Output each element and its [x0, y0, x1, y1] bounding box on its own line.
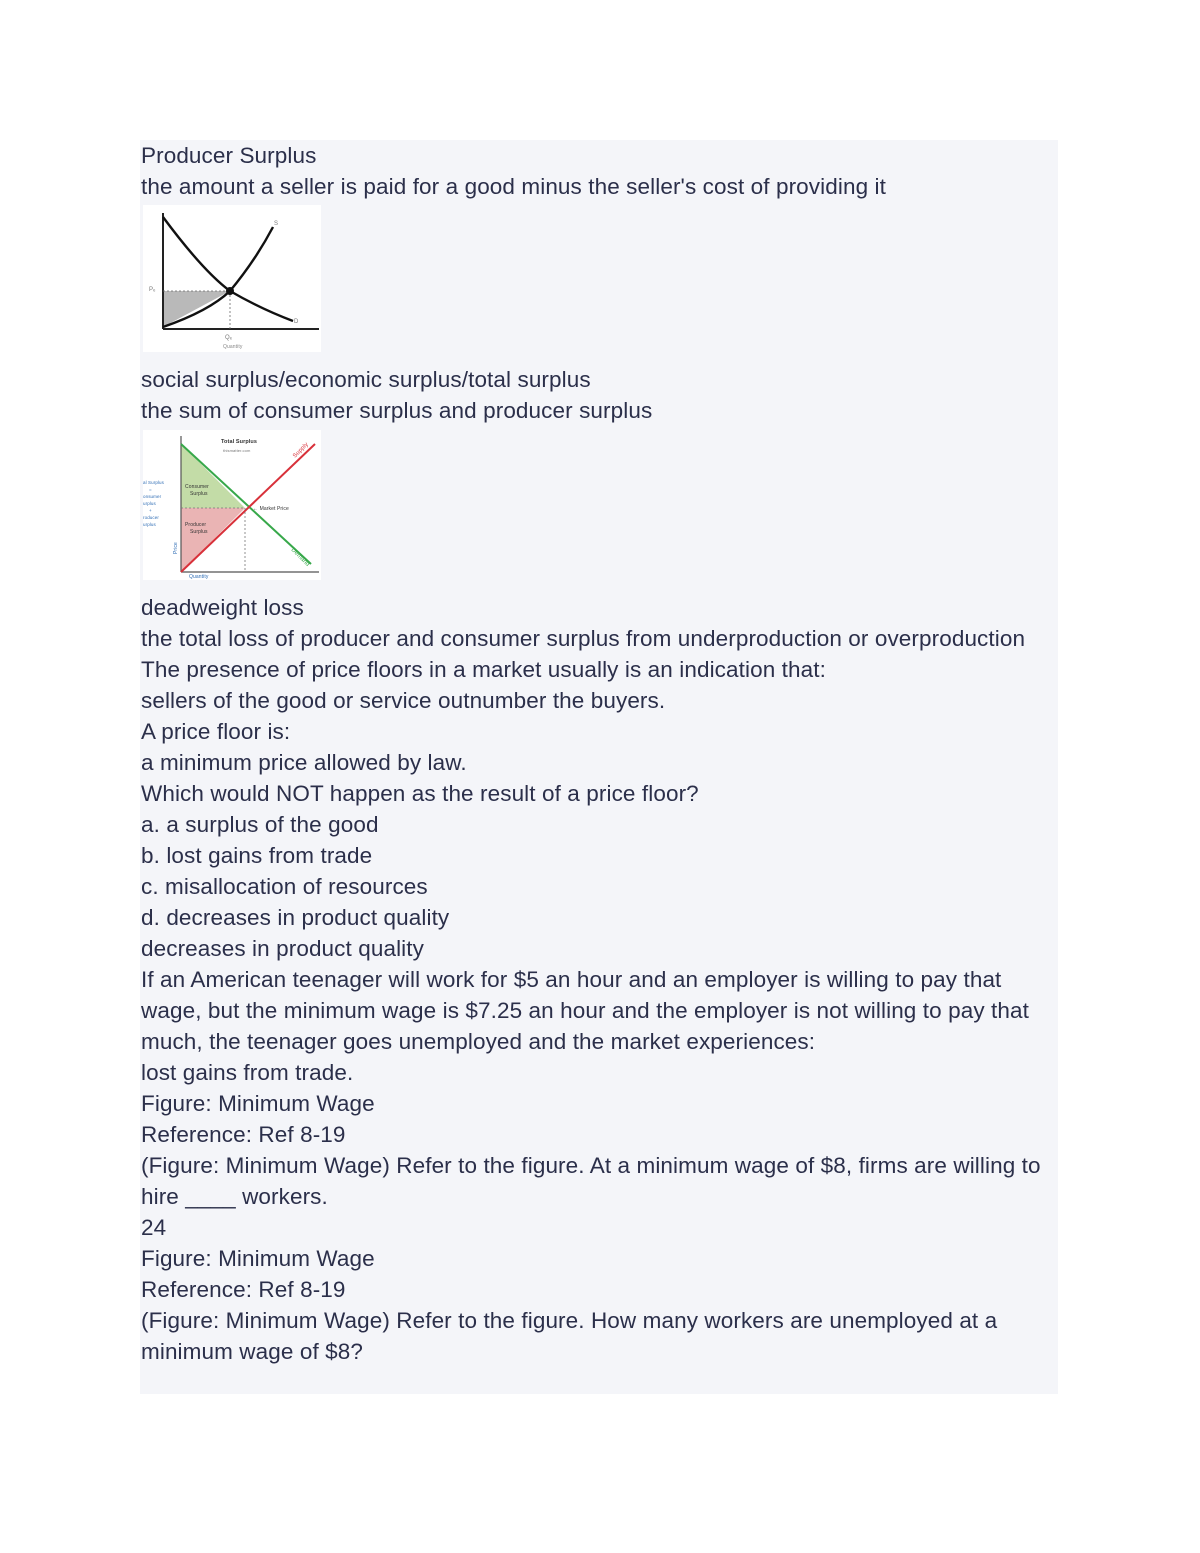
consumer-surplus-label: Consumer: [185, 484, 209, 490]
option-b: b. lost gains from trade: [141, 843, 373, 868]
supply-label: Supply: [292, 441, 310, 460]
question-price-floor-not-happen: Which would NOT happen as the result of a price floor?: [141, 781, 699, 806]
definition-producer-surplus: the amount a seller is paid for a good minus the seller's cost of providing it: [141, 174, 886, 199]
answer-price-floor-indication: sellers of the good or service outnumber the buyers.: [141, 688, 666, 713]
price-axis-label: Price: [173, 542, 179, 554]
market-price-label: ← Market Price: [253, 506, 289, 512]
side-label-3: onsumer: [143, 494, 162, 499]
question-hire-workers: (Figure: Minimum Wage) Refer to the figure. At a minimum wage of $8, firms are willing to hire ____ workers.: [141, 1153, 1041, 1209]
producer-surplus-area: [163, 291, 230, 327]
side-label-6: roducer: [143, 515, 159, 520]
side-label-1: al Surplus: [143, 480, 165, 485]
quantity-axis-label: Quantity: [223, 344, 243, 350]
side-label-4: urplus: [143, 501, 156, 506]
producer-surplus-graph: [143, 205, 321, 352]
producer-surplus-label-2: Surplus: [190, 529, 208, 535]
side-label-5: +: [149, 508, 152, 513]
total-surplus-graph: [143, 430, 321, 580]
side-label-2: =: [149, 487, 152, 492]
answer-price-floor-definition: a minimum price allowed by law.: [141, 750, 467, 775]
demand-label: Demand: [289, 547, 311, 568]
term-deadweight-loss: deadweight loss: [141, 595, 304, 620]
figure-reference-id: Reference: Ref 8-19: [141, 1122, 346, 1147]
answer-hire-workers: 24: [141, 1215, 167, 1240]
term-producer-surplus: Producer Surplus: [141, 143, 317, 168]
definition-deadweight-loss: the total loss of producer and consumer surplus from underproduction or overproduction: [141, 626, 1026, 651]
figure-reference-id-2: Reference: Ref 8-19: [141, 1277, 346, 1302]
term-total-surplus: social surplus/economic surplus/total surplus: [141, 367, 591, 392]
question-teenager-minimum-wage: If an American teenager will work for $5 an hour and an employer is willing to pay that wage, but the minimum wage is $7.25 an hour and the employer is not willing to pay that much, the teenager goes unemployed and the market experiences:: [141, 967, 1029, 1054]
demand-label: D: [294, 319, 299, 325]
option-d: d. decreases in product quality: [141, 905, 450, 930]
supply-label: S: [274, 221, 279, 227]
answer-price-floor-not-happen: decreases in product quality: [141, 936, 424, 961]
equilibrium-point: [226, 287, 234, 295]
side-label-7: urplus: [143, 522, 156, 527]
question-unemployed-workers: (Figure: Minimum Wage) Refer to the figure. How many workers are unemployed at a minimum wage of $8?: [141, 1308, 998, 1364]
definition-total-surplus: the sum of consumer surplus and producer surplus: [141, 398, 653, 423]
question-price-floor-indication: The presence of price floors in a market usually is an indication that:: [141, 657, 826, 682]
chart-subtitle: thismatter.com: [223, 448, 251, 453]
option-a: a. a surplus of the good: [141, 812, 379, 837]
quantity-eq-label: Qₑ: [225, 335, 233, 341]
consumer-surplus-label-2: Surplus: [190, 491, 208, 497]
question-price-floor-definition: A price floor is:: [141, 719, 291, 744]
figure-reference-title-2: Figure: Minimum Wage: [141, 1246, 375, 1271]
figure-reference-title: Figure: Minimum Wage: [141, 1091, 375, 1116]
document-body: [141, 140, 1061, 1367]
option-c: c. misallocation of resources: [141, 874, 428, 899]
producer-surplus-label: Producer: [185, 522, 207, 528]
quantity-axis-label: Quantity: [189, 574, 209, 580]
chart-title: Total Surplus: [221, 439, 258, 445]
price-label: Pₑ: [149, 287, 156, 293]
answer-teenager-minimum-wage: lost gains from trade.: [141, 1060, 354, 1085]
